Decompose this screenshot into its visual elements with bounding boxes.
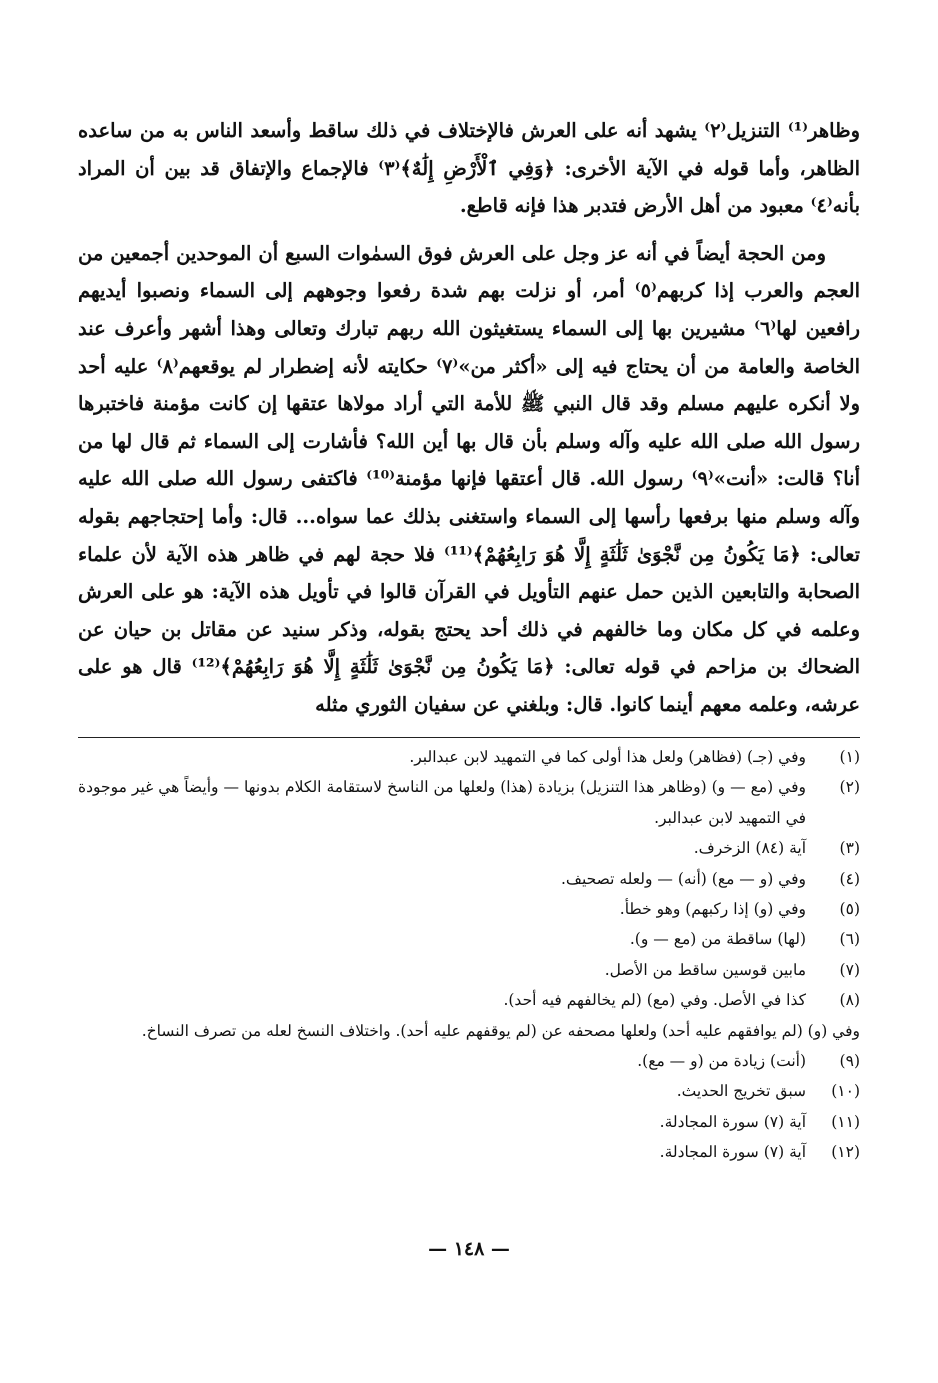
footnote-number: (٦) [839,930,860,949]
footnote-text: سبق تخريج الحديث. [676,1082,806,1101]
footnote-text: وفي (مع — و) (وظاهر هذا التنزيل) بزيادة (هذا) ولعلها من الناسخ لاستقامة الكلام بدونها — وأيضاً هي غير موجودة في التمهيد لابن عبدالبر. [78,778,806,827]
paragraph-2: ومن الحجة أيضاً في أنه عز وجل على العرش فوق السمٰوات السبع أن الموحدين أجمعين من العجم والعرب إذا كربهم⁽٥⁾ أمر، أو نزلت بهم شدة رفعوا وجوههم إلى السماء ونصبوا أيديهم رافعين لها⁽٦⁾ مشيرين بها إلى السماء يستغيثون الله ربهم تبارك وتعالى وهذا أشهر وأعرف عند الخاصة والعامة من أن يحتاج فيه إلى «أكثر من»⁽٧⁾ حكايته لأنه إضطرار لم يوقعهم⁽٨⁾ عليه أحد ولا أنكره عليهم مسلم وقد قال النبي ﷺ للأمة التي أراد مولاها عتقها إن كانت مؤمنة فاختبرها رسول الله صلى الله عليه وآله وسلم بأن قال بها أين الله؟ فأشارت إلى السماء ثم قال لها من أنا؟ قالت: «أنت»⁽٩⁾ رسول الله. قال أعتقها فإنها مؤمنة⁽¹⁰⁾ فاكتفى رسول الله صلى الله عليه وآله وسلم منها برفعها رأسها إلى السماء واستغنى بذلك عما سواه... قال: وأما إحتجاجهم بقوله تعالى: ﴿مَا يَكُونُ مِن نَّجْوَىٰ ثَلَٰثَةٍ إِلَّا هُوَ رَابِعُهُمْ﴾⁽¹¹⁾ فلا حجة لهم في ظاهر هذه الآية لأن علماء الصحابة والتابعين الذين حمل عنهم التأويل في القرآن قالوا في تأويل هذه الآية: هو على العرش وعلمه في كل مكان وما خالفهم في ذلك أحد يحتج بقوله، وذكر سنيد عن مقاتل بن حيان عن الضحاك بن مزاحم في قوله تعالى: ﴿مَا يَكُونُ مِن نَّجْوَىٰ ثَلَٰثَةٍ إِلَّا هُوَ رَابِعُهُمْ﴾⁽¹²⁾ قال هو على عرشه، وعلمه معهم أينما كانوا. قال: وبلغني عن سفيان الثوري مثله [78,241,861,716]
footnote-item [78,1076,860,1106]
footnote-item [78,1046,860,1076]
footnotes-list [78,742,860,1168]
footnote-text: آية (٧) سورة المجادلة. [659,1112,806,1131]
footnote-number: (١) [839,748,860,766]
footnote-continuation [78,1016,860,1046]
footnote-text: (لها) ساقطة من (مع — و). [629,930,806,949]
footnote-text: وفي (و) إذا ركبهم) وهو خطأ. [619,900,806,919]
footnote-number: (١٠) [831,1082,860,1101]
footnote-item [78,1107,860,1137]
footnote-item [78,742,860,772]
footnote-number: (٢) [839,778,860,797]
footnote-number: (٧) [839,960,860,979]
footnote-number: (٩) [839,1052,860,1071]
footnote-text: (أنت) زيادة من (و — مع). [637,1052,806,1071]
paragraph-1: وظاهر⁽¹⁾ التنزيل⁽٢⁾ يشهد أنه على العرش فالإختلاف في ذلك ساقط وأسعد الناس به من ساعده الظاهر، وأما قوله في الآية الأخرى: ﴿وَفِي ٱلْأَرْضِ إِلَٰهٌ﴾⁽٣⁾ فالإجماع والإتفاق قد بين أن المراد بأنه⁽٤⁾ معبود من أهل الأرض فتدبر هذا فإنه قاطع. [78,119,861,218]
footnote-text: وفي (و) (لم يوافقهم عليه أحد) ولعلها مصحفه عن (لم يوقفهم عليه أحد). واختلاف النسخ لعله من تصرف النساخ. [141,1021,860,1040]
footnote-item [78,864,860,894]
footnote-number: (٥) [839,900,860,919]
footnote-number: (٤) [839,869,860,888]
footnote-item [78,772,860,833]
footnote-text: مابين قوسين ساقط من الأصل. [604,960,806,979]
footnote-item [78,985,860,1015]
footnote-text: آية (٨٤) الزخرف. [693,839,806,858]
footnote-item [78,924,860,954]
footnote-number: (٣) [839,839,860,858]
main-text [78,112,860,724]
footnote-item [78,833,860,863]
page-number: — ١٤٨ — [428,1238,510,1260]
footnote-item [78,894,860,924]
footnote-text: وفي (جـ) (فظاهر) ولعل هذا أولى كما في التمهيد لابن عبدالبر. [409,748,806,766]
footnote-number: (١٢) [831,1143,860,1162]
footnote-text: آية (٧) سورة المجادلة. [659,1143,806,1162]
footnote-item [78,1137,860,1167]
footnote-text: كذا في الأصل. وفي (مع) (لم يخالفهم فيه أحد). [503,991,806,1010]
footnote-number: (٨) [839,991,860,1010]
footnote-item [78,955,860,985]
footnote-separator [78,737,860,738]
footnote-number: (١١) [831,1112,860,1131]
footnote-text: وفي (و — مع) (أنه) — ولعله تصحيف. [561,869,806,888]
